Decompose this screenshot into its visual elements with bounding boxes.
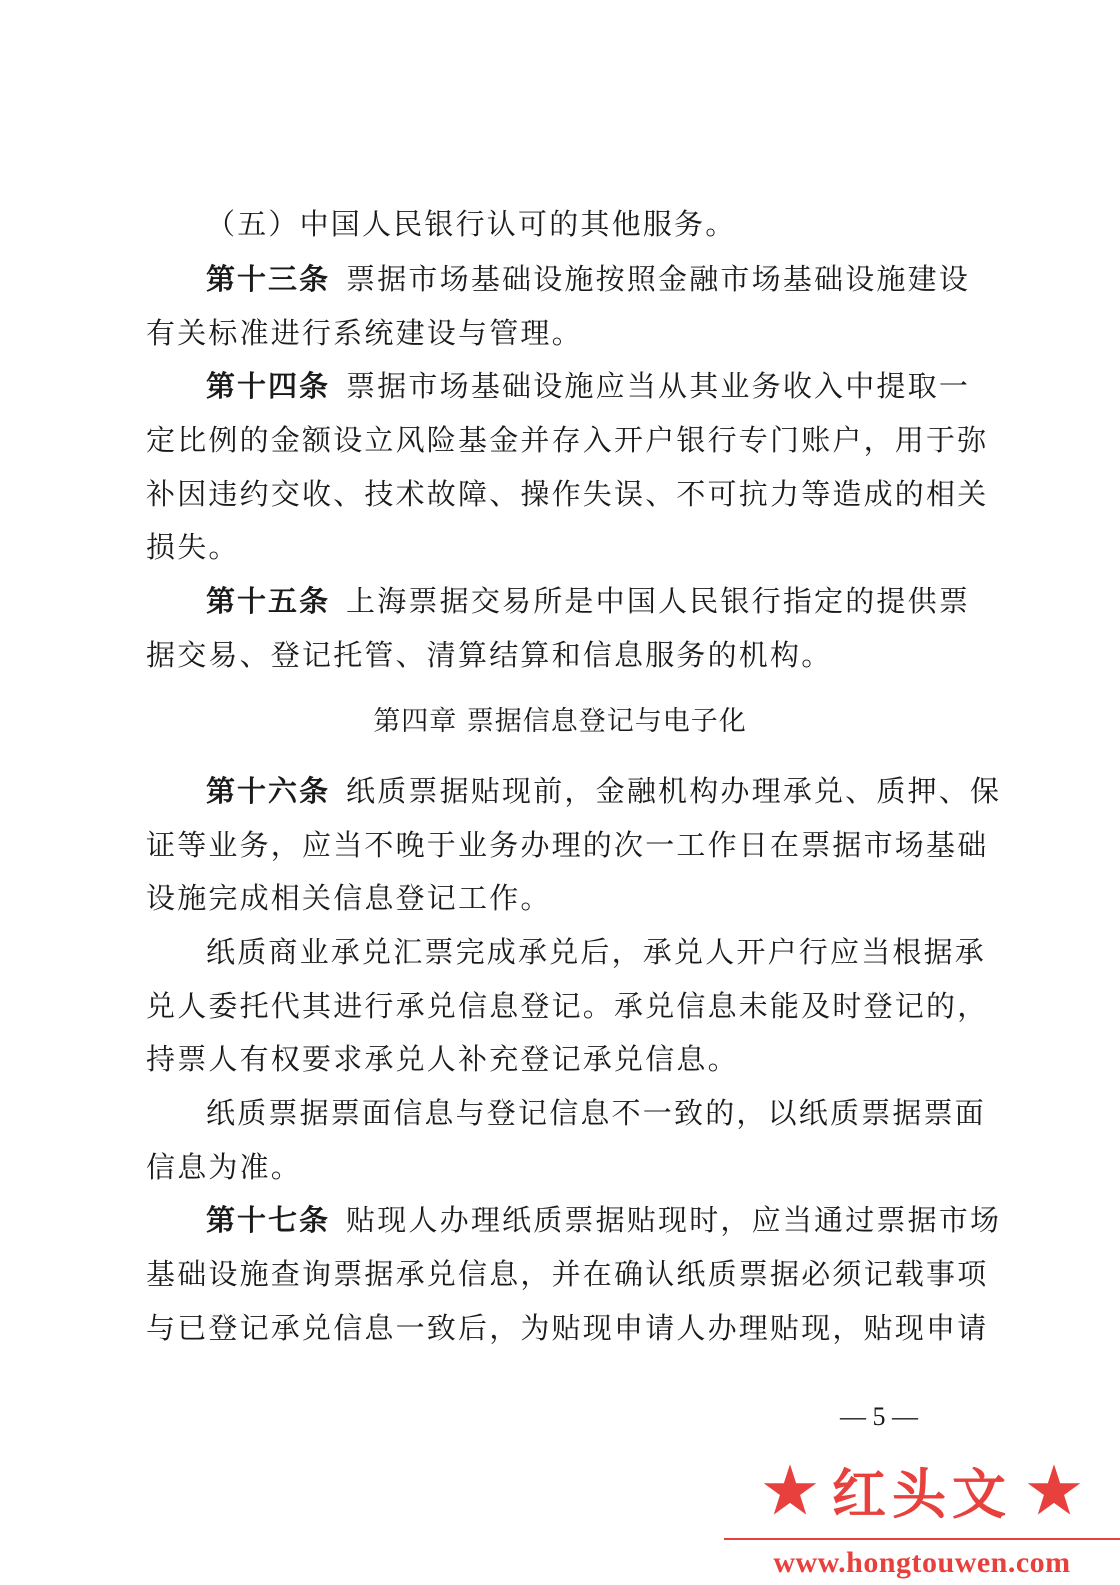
line-text: 证等业务，应当不晚于业务办理的次一工作日在票据市场基础	[146, 828, 989, 862]
article-line	[206, 773, 1002, 809]
text-line	[146, 1310, 989, 1346]
chapter-title: 第四章 票据信息登记与电子化	[373, 706, 747, 737]
watermark-rule	[724, 1538, 1120, 1540]
article-line	[206, 261, 971, 297]
line-text: 据交易、登记托管、清算结算和信息服务的机构。	[146, 638, 833, 672]
article-label: 第十三条	[206, 262, 331, 296]
text-line	[206, 934, 987, 970]
line-text: 有关标准进行系统建设与管理。	[146, 316, 583, 350]
article-line	[206, 368, 971, 404]
watermark-logo	[724, 1450, 1120, 1585]
line-text: 票据市场基础设施应当从其业务收入中提取一	[346, 369, 971, 403]
text-line	[146, 637, 968, 673]
line-text: 上海票据交易所是中国人民银行指定的提供票	[346, 584, 971, 618]
page-number: — 5 —	[840, 1402, 918, 1431]
article-line	[206, 583, 971, 619]
line-text: 纸质票据贴现前，金融机构办理承兑、质押、保	[346, 774, 1002, 808]
text-line	[146, 988, 989, 1024]
watermark-title: 红头文	[832, 1462, 1012, 1526]
line-text: 定比例的金额设立风险基金并存入开户银行专门账户，用于弥	[146, 423, 989, 457]
article-label: 第十七条	[206, 1203, 331, 1237]
line-text: 贴现人办理纸质票据贴现时，应当通过票据市场	[346, 1203, 1002, 1237]
line-text: （五）中国人民银行认可的其他服务。	[206, 207, 737, 241]
text-line	[146, 1149, 968, 1185]
text-line	[146, 1256, 989, 1292]
article-label: 第十五条	[206, 584, 331, 618]
line-text: 基础设施查询票据承兑信息，并在确认纸质票据必须记载事项	[146, 1257, 989, 1291]
line-text: 票据市场基础设施按照金融市场基础设施建设	[346, 262, 971, 296]
line-text: 损失。	[146, 530, 240, 564]
text-line	[146, 476, 989, 512]
text-line	[206, 1095, 987, 1131]
text-line	[146, 827, 989, 863]
star-icon	[762, 1462, 818, 1518]
watermark-url: www.hongtouwen.com	[773, 1546, 1071, 1579]
star-icon	[1026, 1462, 1082, 1518]
line-text: 补因违约交收、技术故障、操作失误、不可抗力等造成的相关	[146, 477, 989, 511]
line-text: 信息为准。	[146, 1150, 303, 1184]
article-label: 第十六条	[206, 774, 331, 808]
text-line	[146, 315, 968, 351]
line-text: 纸质票据票面信息与登记信息不一致的，以纸质票据票面	[206, 1096, 987, 1130]
line-text: 设施完成相关信息登记工作。	[146, 881, 552, 915]
line-text: 兑人委托代其进行承兑信息登记。承兑信息未能及时登记的，	[146, 989, 989, 1023]
text-line	[146, 422, 989, 458]
text-line	[206, 206, 968, 242]
line-text: 与已登记承兑信息一致后，为贴现申请人办理贴现，贴现申请	[146, 1311, 989, 1345]
watermark-title-row	[724, 1450, 1120, 1530]
text-line	[146, 529, 968, 565]
article-label: 第十四条	[206, 369, 331, 403]
line-text: 纸质商业承兑汇票完成承兑后，承兑人开户行应当根据承	[206, 935, 987, 969]
line-text: 持票人有权要求承兑人补充登记承兑信息。	[146, 1042, 739, 1076]
article-line	[206, 1202, 1002, 1238]
text-line	[146, 1041, 968, 1077]
text-line	[146, 880, 968, 916]
